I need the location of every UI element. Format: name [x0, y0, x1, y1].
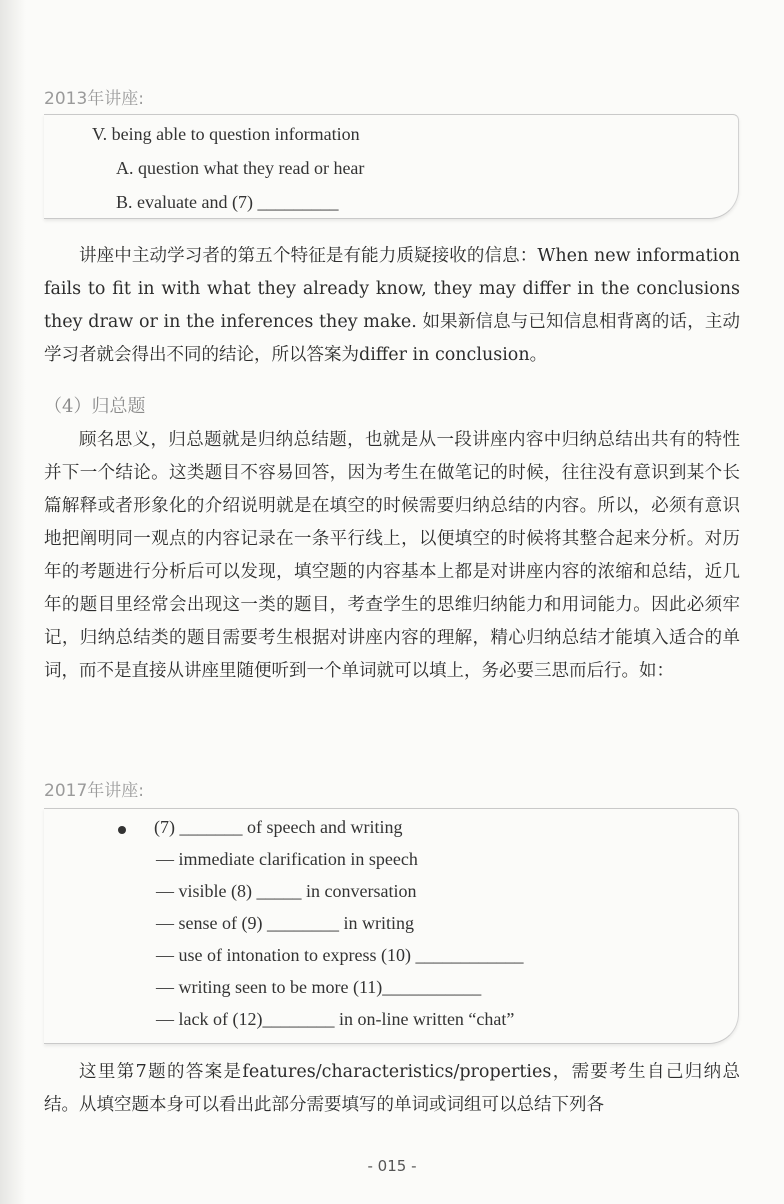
body-paragraph: 顾名思义，归总题就是归纳总结题，也就是从一段讲座内容中归纳总结出共有的特性并下一个结论。这类题目不容易回答，因为考生在做笔记的时候，往往没有意识到某个长篇解释或者形象化的介绍说明就是在填空的时候需要归纳总结的内容。所以，必须有意识地把阐明同一观点的内容记录在一条平行线上，以便填空的时候将其整合起来分析。对历年的考题进行分析后可以发现，填空题的内容基本上都是对讲座内容的浓缩和总结，近几年的题目里经常会出现这一类的题目，考查学生的思维归纳能力和用词能力。因此必须牢记，归纳总结类的题目需要考生根据对讲座内容的理解，精心归纳总结才能填入适合的单词，而不是直接从讲座里随便听到一个单词就可以填上，务必要三思而后行。如：	[44, 430, 740, 681]
page-gutter-shadow	[0, 0, 26, 1204]
lecture-2013-label: 2013年讲座:	[44, 89, 144, 109]
lecture-2017-subitem: — writing seen to be more (11)___________	[156, 977, 482, 997]
bullet-icon	[118, 826, 126, 834]
lecture-2013-item: B. evaluate and (7) _________	[116, 192, 339, 212]
lecture-2017-label: 2017年讲座:	[44, 781, 144, 801]
lecture-2017-subitem: — visible (8) _____ in conversation	[156, 881, 417, 901]
lecture-2017-subitem: — sense of (9) ________ in writing	[156, 913, 414, 933]
lecture-2017-bullet-item: (7) _______ of speech and writing	[154, 817, 403, 837]
lecture-2017-subitem: — lack of (12)________ in on-line written “chat”	[156, 1009, 515, 1029]
lecture-2017-subitem: — immediate clarification in speech	[156, 849, 418, 869]
answer-paragraph: 这里第7题的答案是features/characteristics/properties，需要考生自己归纳总结。从填空题本身可以看出此部分需要填写的单词或词组可以总结下列各	[44, 1062, 740, 1115]
lecture-2013-item: V. being able to question information	[92, 124, 360, 144]
page-number: - 015 -	[367, 1157, 417, 1175]
lecture-2013-item: A. question what they read or hear	[116, 158, 365, 178]
lecture-2017-subitem: — use of intonation to express (10) ____________	[156, 945, 524, 965]
section-heading: （4）归总题	[44, 396, 146, 417]
explanation-paragraph: 讲座中主动学习者的第五个特征是有能力质疑接收的信息：When new information fails to fit in with what they already know, they may differ in the conclusions they draw or in the inferences they make. 如果新信息与已知信息相背离的话，主动学习者就会得出不同的结论，所以答案为differ in conclusion。	[44, 246, 740, 365]
